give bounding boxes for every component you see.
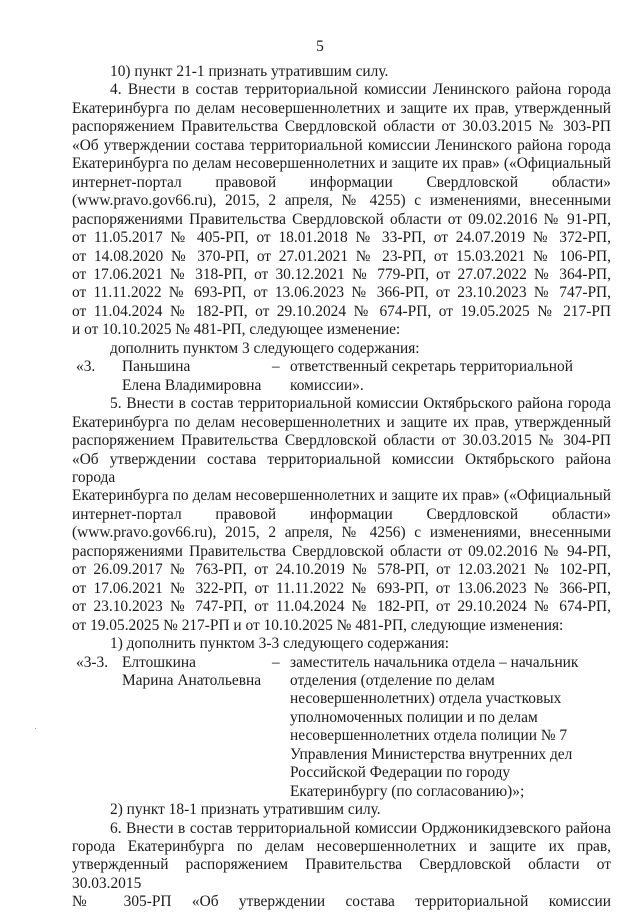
text-line: города Екатеринбурга по делам несовершеннолетних и защите их прав, (72, 838, 611, 856)
text-line: от 11.04.2024 № 182-РП, от 29.10.2024 № 674-РП, от 19.05.2025 № 217-РП (72, 302, 611, 320)
text-line: от 26.09.2017 № 763-РП, от 24.10.2019 № 578-РП, от 12.03.2021 № 102-РП, (72, 561, 611, 579)
text-line: (www.pravo.gov66.ru), 2015, 2 апреля, № 4255) с изменениями, внесенными (72, 192, 611, 210)
member-name: Паньшина Елена Владимировна (122, 358, 262, 394)
text-line: 5. Внести в состав территориальной комиссии Октябрьского района города (110, 395, 611, 413)
text-line: (www.pravo.gov66.ru), 2015, 2 апреля, № 4256) с изменениями, внесенными (72, 524, 611, 542)
document-body (72, 63, 611, 912)
scan-speck (35, 728, 36, 729)
text-line: утвержденный распоряжением Правительства Свердловской области от 30.03.2015 (72, 856, 611, 892)
text-line: 4. Внести в состав территориальной комиссии Ленинского района города (110, 81, 611, 99)
text-line: Екатеринбурга по делам несовершеннолетних и защите их прав, утвержденный (72, 413, 611, 431)
text-line: распоряжениями Правительства Свердловской области от 09.02.2016 № 91-РП, (72, 210, 611, 228)
text-line: Екатеринбурга по делам несовершеннолетних и защите их прав» («Официальный (72, 155, 611, 173)
paragraph-item-10: 10) пункт 21-1 признать утратившим силу. (110, 63, 389, 80)
text-line: Екатеринбурга по делам несовершеннолетних и защите их прав, утвержденный (72, 99, 611, 117)
section-4 (72, 81, 611, 395)
text-line: Екатеринбурга по делам несовершеннолетних и защите их прав» («Официальный (72, 487, 611, 505)
subclause: дополнить пунктом 3 следующего содержания: (110, 339, 420, 357)
text-line: «Об утверждении состава территориальной комиссии Октябрьского района города (72, 450, 611, 486)
section-6 (72, 820, 611, 912)
text-line: интернет-портал правовой информации Свердловской области» (72, 505, 611, 523)
member-dash: – (272, 653, 280, 671)
member-name: Елтошкина Марина Анатольевна (122, 653, 262, 689)
text-line: от 17.06.2021 № 322-РП, от 11.11.2022 № 693-РП, от 13.06.2023 № 366-РП, (72, 579, 611, 597)
text-line: распоряжением Правительства Свердловской области от 30.03.2015 № 304-РП (72, 432, 611, 450)
member-entry (72, 654, 611, 802)
member-role: ответственный секретарь территориальной комиссии». (290, 358, 573, 394)
member-entry (72, 358, 611, 395)
text-line: распоряжениями Правительства Свердловской области от 09.02.2016 № 94-РП, (72, 542, 611, 560)
text-line: интернет-портал правовой информации Свердловской области» (72, 173, 611, 191)
text-line: «Об утверждении состава территориальной комиссии Ленинского района города (72, 136, 611, 154)
subclause-2: 2) пункт 18-1 признать утратившим силу. (110, 801, 381, 819)
text-line: от 17.06.2021 № 318-РП, от 30.12.2021 № 779-РП, от 27.07.2022 № 364-РП, (72, 265, 611, 283)
subclause-1: 1) дополнить пунктом 3-3 следующего содержания: (110, 635, 450, 653)
section-5 (72, 395, 611, 819)
member-number: «3-3. (76, 653, 109, 671)
member-role: заместитель начальника отдела – начальник отделения (отделение по делам несовершеннолетних) отдела участковых уполномоченных полиции и по делам несовершеннолетних отдела полиции № 7 Управления Министерства внутренних дел Российской Федерации по городу Екатеринбургу (по согласованию)»; (290, 653, 579, 800)
text-line: от 11.05.2017 № 405-РП, от 18.01.2018 № 33-РП, от 24.07.2019 № 372-РП, (72, 229, 611, 247)
text-line: и от 10.10.2025 № 481-РП, следующее изменение: (72, 321, 401, 339)
text-line: распоряжением Правительства Свердловской области от 30.03.2015 № 303-РП (72, 118, 611, 136)
text-line: от 11.11.2022 № 693-РП, от 13.06.2023 № 366-РП, от 23.10.2023 № 747-РП, (72, 284, 611, 302)
member-number: «3. (76, 358, 96, 376)
text-line: № 305-РП «Об утверждении состава территориальной комиссии (72, 893, 611, 911)
member-dash: – (272, 358, 280, 376)
text-line: 6. Внести в состав территориальной комиссии Орджоникидзевского района (110, 819, 611, 837)
text-line: от 19.05.2025 № 217-РП и от 10.10.2025 № 481-РП, следующие изменения: (72, 616, 564, 634)
page-number: 5 (316, 38, 324, 55)
text-line: от 14.08.2020 № 370-РП, от 27.01.2021 № 23-РП, от 15.03.2021 № 106-РП, (72, 247, 611, 265)
text-line: от 23.10.2023 № 747-РП, от 11.04.2024 № 182-РП, от 29.10.2024 № 674-РП, (72, 598, 611, 616)
